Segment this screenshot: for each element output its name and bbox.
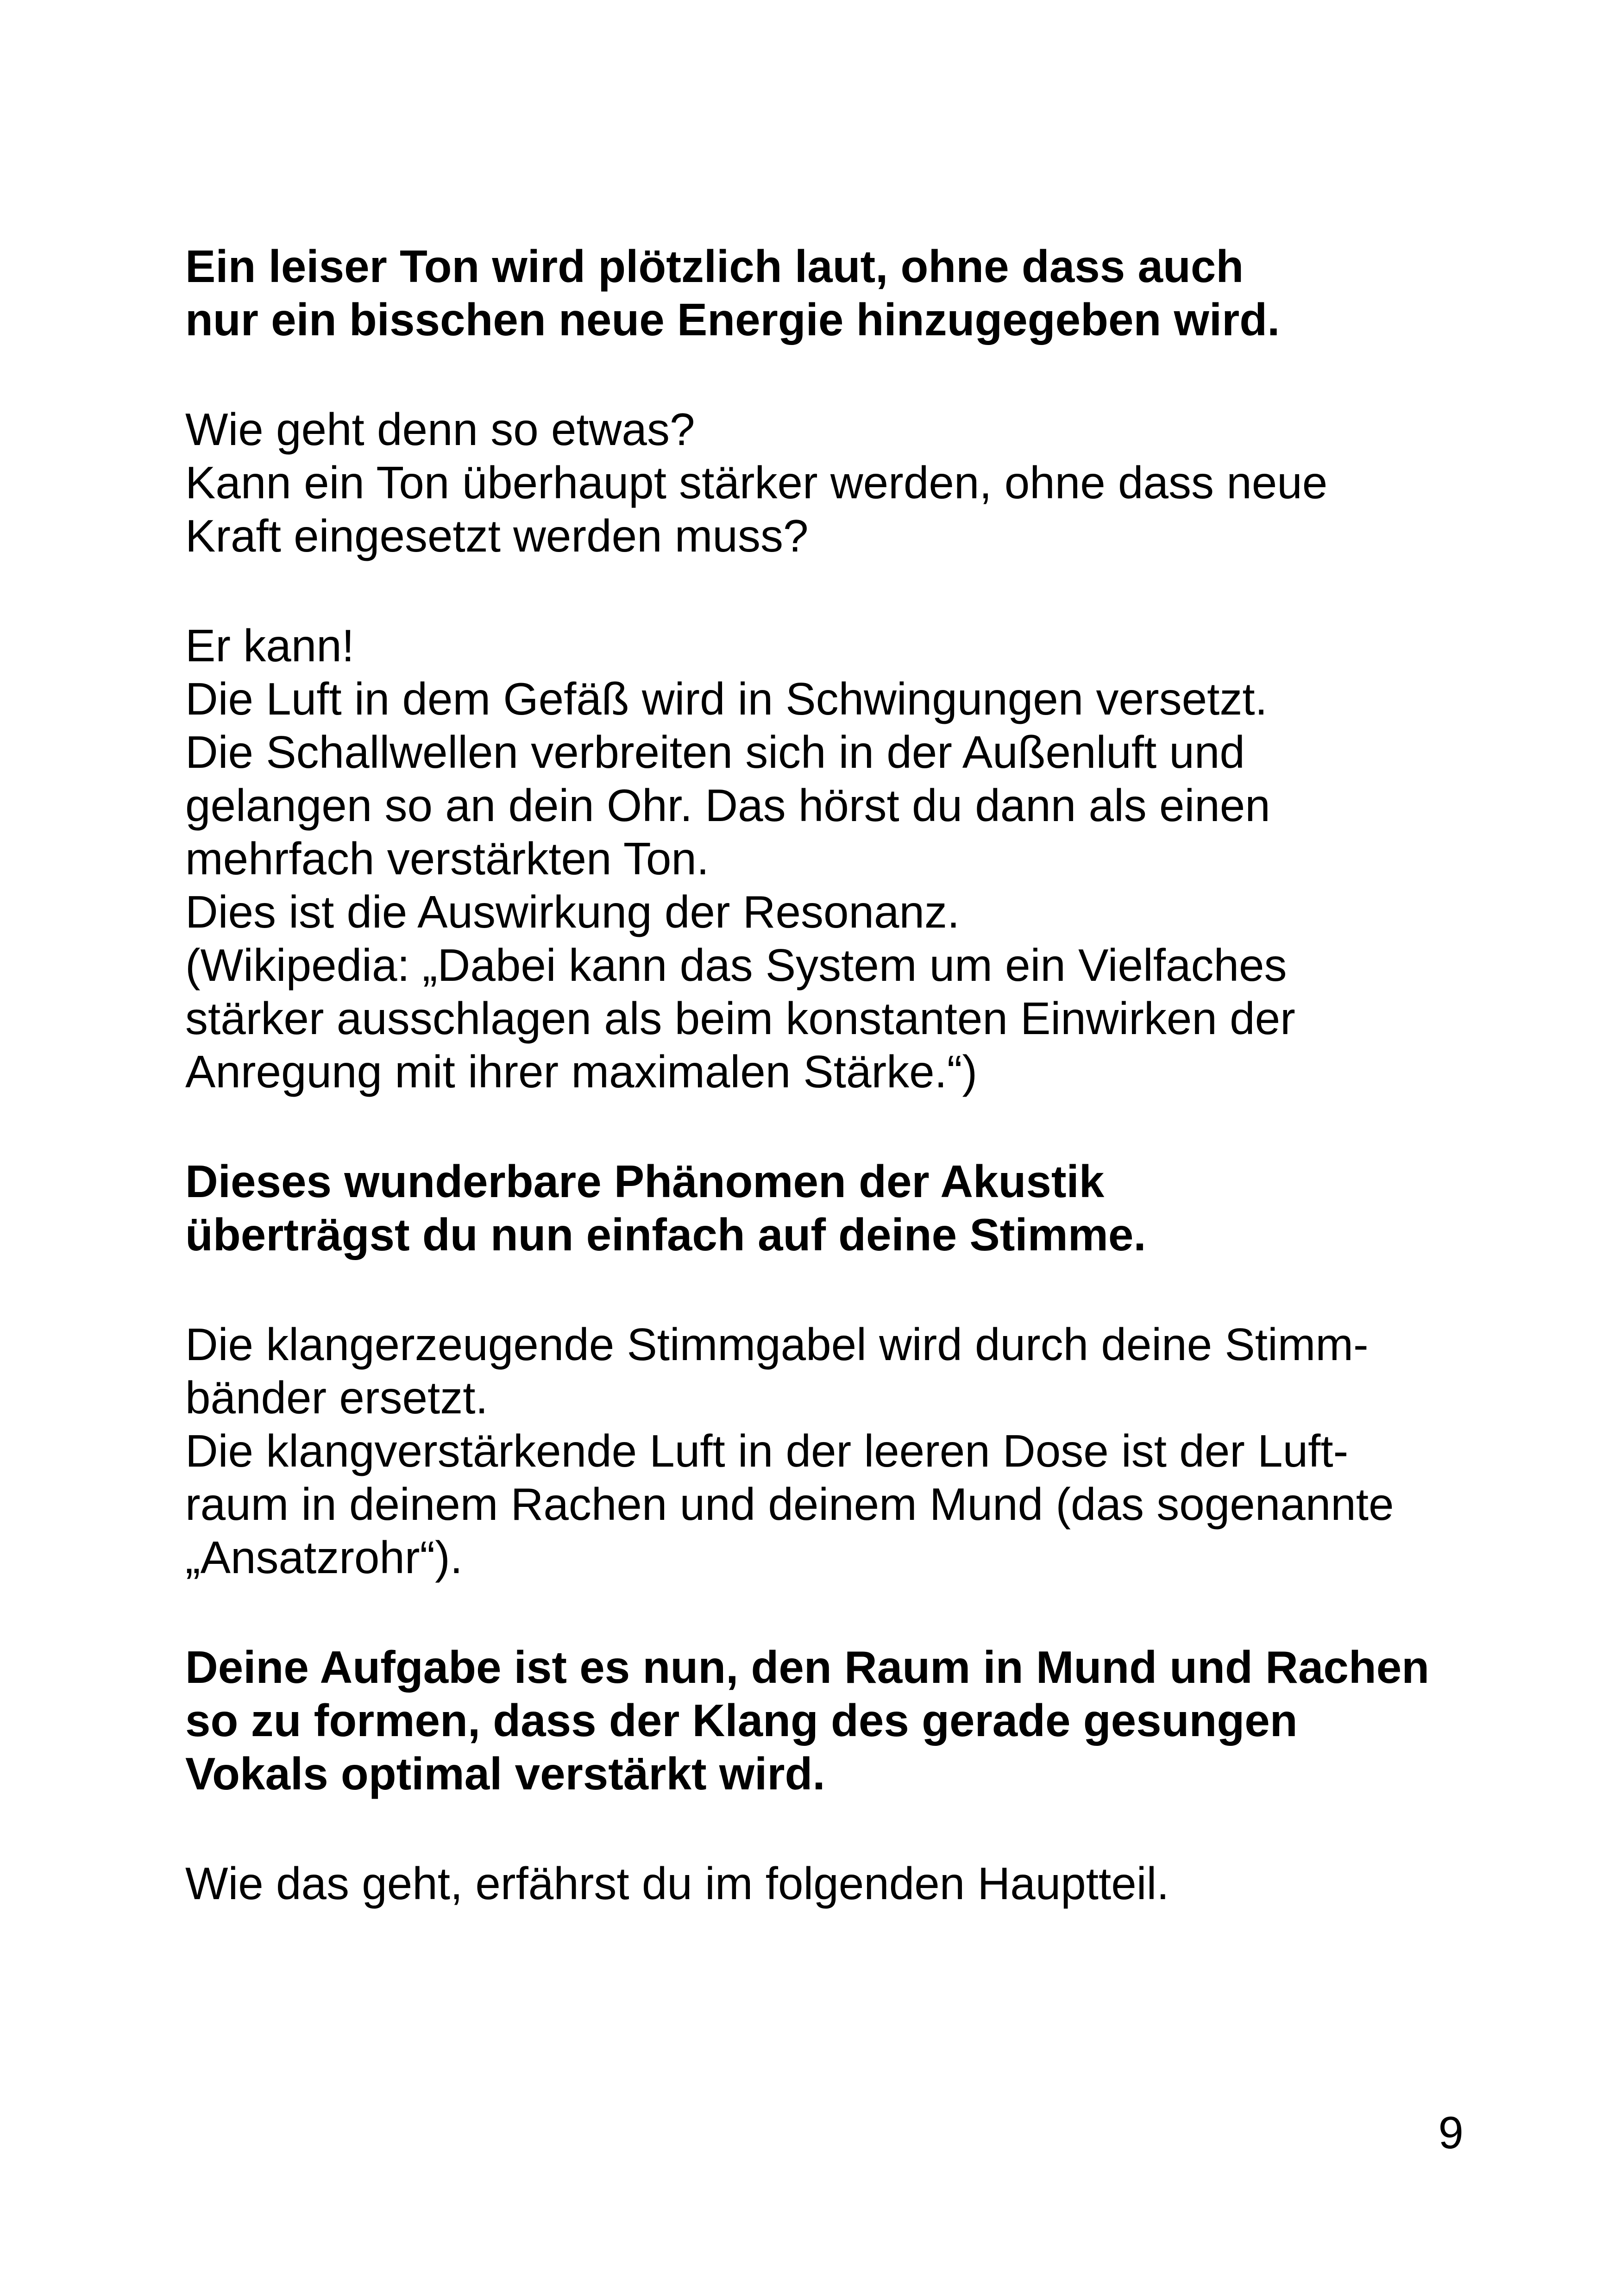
intro-heading-line: nur ein bisschen neue Energie hinzugegeben wird. [185, 294, 1280, 345]
intro-heading-line: Ein leiser Ton wird plötzlich laut, ohne dass auch [185, 241, 1244, 292]
task-heading-line: Deine Aufgabe ist es nun, den Raum in Mund und Rachen [185, 1642, 1430, 1693]
page-number: 9 [1438, 2107, 1464, 2158]
explanation-line: Er kann! [185, 620, 354, 671]
explanation-line: Dies ist die Auswirkung der Resonanz. [185, 886, 960, 937]
explanation-line: Die Schallwellen verbreiten sich in der Außenluft und [185, 727, 1245, 778]
phenomenon-heading-line: Dieses wunderbare Phänomen der Akustik [185, 1156, 1105, 1207]
question-line: Wie geht denn so etwas? [185, 404, 695, 455]
explanation-line: gelangen so an dein Ohr. Das hörst du dann als einen [185, 780, 1270, 831]
wikipedia-quote-line: (Wikipedia: „Dabei kann das System um ein Vielfaches [185, 940, 1287, 991]
explanation-line: mehrfach verstärkten Ton. [185, 833, 710, 884]
wikipedia-quote-line: Anregung mit ihrer maximalen Stärke.“) [185, 1046, 978, 1097]
explanation-line: Die Luft in dem Gefäß wird in Schwingungen versetzt. [185, 673, 1268, 724]
question-line: Kann ein Ton überhaupt stärker werden, ohne dass neue [185, 457, 1328, 508]
question-line: Kraft eingesetzt werden muss? [185, 510, 809, 561]
task-heading-line: so zu formen, dass der Klang des gerade gesungen [185, 1695, 1298, 1746]
closing-line: Wie das geht, erfährst du im folgenden Hauptteil. [185, 1858, 1169, 1909]
task-heading-line: Vokals optimal verstärkt wird. [185, 1748, 825, 1799]
wikipedia-quote-line: stärker ausschlagen als beim konstanten Einwirken der [185, 993, 1295, 1044]
phenomenon-heading-line: überträgst du nun einfach auf deine Stimme. [185, 1209, 1146, 1260]
comparison-line: raum in deinem Rachen und deinem Mund (das sogenannte [185, 1479, 1394, 1530]
comparison-line: „Ansatzrohr“). [185, 1532, 463, 1583]
comparison-line: bänder ersetzt. [185, 1372, 488, 1423]
comparison-line: Die klangverstärkende Luft in der leeren Dose ist der Luft- [185, 1425, 1349, 1476]
comparison-line: Die klangerzeugende Stimmgabel wird durch deine Stimm- [185, 1319, 1369, 1370]
